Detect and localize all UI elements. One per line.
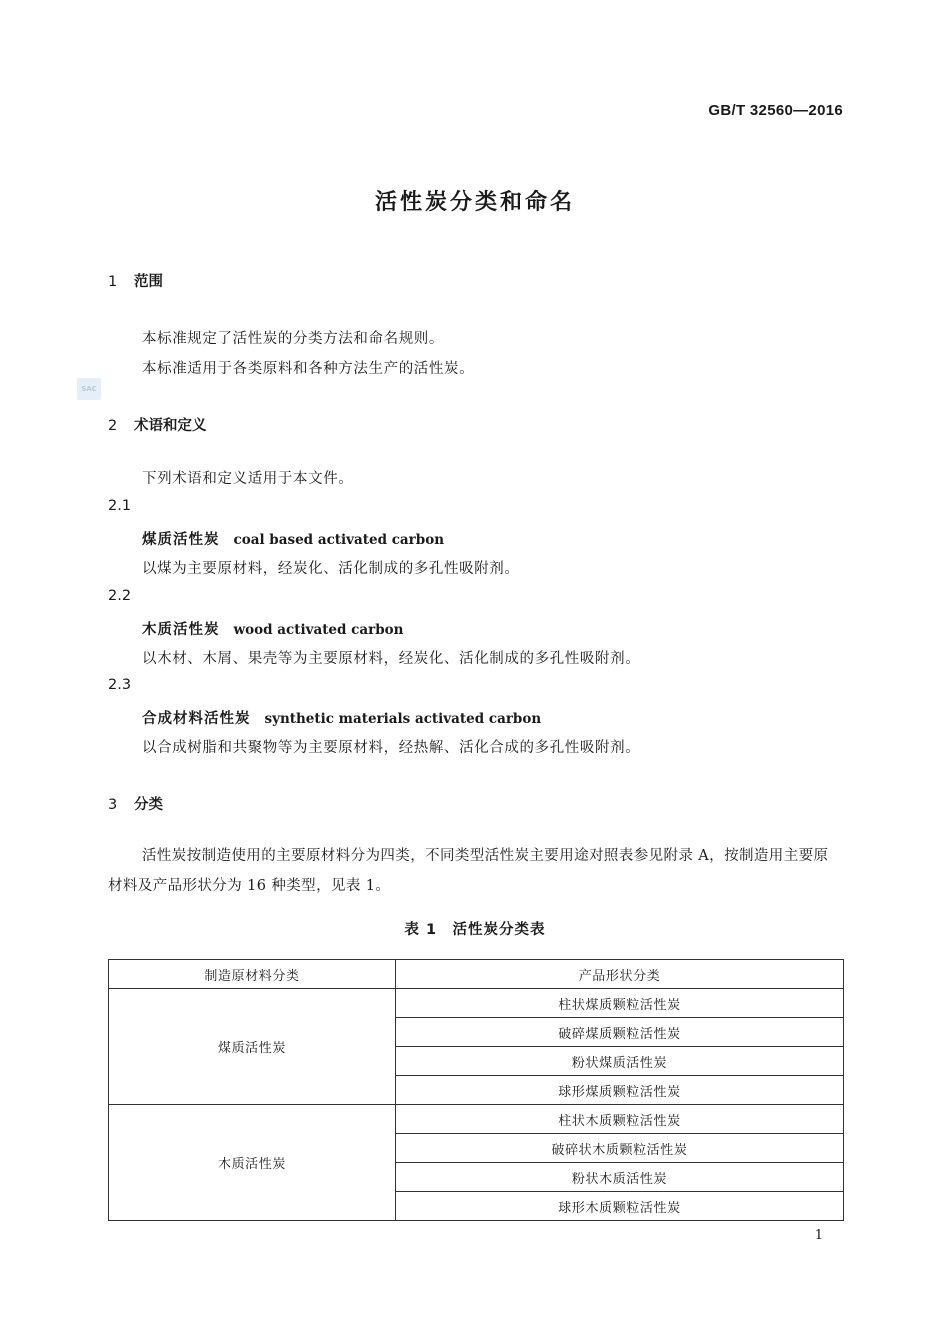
section-title: 术语和定义 xyxy=(134,418,207,434)
paragraph: 本标准适用于各类原料和各种方法生产的活性炭。 xyxy=(142,361,475,377)
material-category-cell: 煤质活性炭 xyxy=(109,989,396,1105)
shape-cell: 球形木质颗粒活性炭 xyxy=(396,1192,844,1221)
term-definition: 以木材、木屑、果壳等为主要原材料，经炭化、活化制成的多孔性吸附剂。 xyxy=(142,651,641,667)
clause-number: 2.2 xyxy=(108,588,132,604)
term-zh: 木质活性炭 xyxy=(142,622,220,638)
term-entry xyxy=(142,528,444,549)
section-title: 分类 xyxy=(134,797,163,813)
sac-watermark-logo: SAC xyxy=(77,378,101,400)
paragraph: 活性炭按制造使用的主要原材料分为四类，不同类型活性炭主要用途对照表参见附录 A，按制造用主要原材料及产品形状分为 16 种类型，见表 1。 xyxy=(108,848,829,894)
section-1-heading xyxy=(108,270,163,291)
term-en: synthetic materials activated carbon xyxy=(264,711,542,727)
term-entry xyxy=(142,707,541,728)
shape-cell: 粉状木质活性炭 xyxy=(396,1163,844,1192)
paragraph: 本标准规定了活性炭的分类方法和命名规则。 xyxy=(142,331,444,347)
shape-cell: 粉状煤质活性炭 xyxy=(396,1047,844,1076)
shape-cell: 柱状煤质颗粒活性炭 xyxy=(396,989,844,1018)
page-number: 1 xyxy=(814,1228,823,1243)
term-definition: 以煤为主要原材料，经炭化、活化制成的多孔性吸附剂。 xyxy=(142,561,520,577)
section-number: 1 xyxy=(108,274,118,290)
shape-cell: 破碎煤质颗粒活性炭 xyxy=(396,1018,844,1047)
document-title: 活性炭分类和命名 xyxy=(374,190,575,215)
term-en: coal based activated carbon xyxy=(233,532,445,548)
standard-code: GB/T 32560—2016 xyxy=(708,102,843,119)
column-header: 产品形状分类 xyxy=(396,960,844,989)
term-entry xyxy=(142,618,404,639)
term-zh: 煤质活性炭 xyxy=(142,532,220,548)
term-en: wood activated carbon xyxy=(233,622,404,638)
table-row xyxy=(109,989,844,1018)
shape-cell: 柱状木质颗粒活性炭 xyxy=(396,1105,844,1134)
section-number: 2 xyxy=(108,418,118,434)
clause-number: 2.1 xyxy=(108,498,132,514)
term-zh: 合成材料活性炭 xyxy=(142,711,251,727)
paragraph: 下列术语和定义适用于本文件。 xyxy=(142,471,354,487)
term-definition: 以合成树脂和共聚物等为主要原材料，经热解、活化合成的多孔性吸附剂。 xyxy=(142,740,641,756)
shape-cell: 破碎状木质颗粒活性炭 xyxy=(396,1134,844,1163)
classification-table xyxy=(108,959,844,1221)
table-caption: 表 1 活性炭分类表 xyxy=(404,922,546,938)
clause-number: 2.3 xyxy=(108,677,132,693)
shape-cell: 球形煤质颗粒活性炭 xyxy=(396,1076,844,1105)
material-category-cell: 木质活性炭 xyxy=(109,1105,396,1221)
section-2-heading xyxy=(108,414,207,435)
section-number: 3 xyxy=(108,797,118,813)
table-row xyxy=(109,1105,844,1134)
section-3-heading xyxy=(108,793,163,814)
table-header-row xyxy=(109,960,844,989)
column-header: 制造原材料分类 xyxy=(109,960,396,989)
section-title: 范围 xyxy=(134,274,163,290)
